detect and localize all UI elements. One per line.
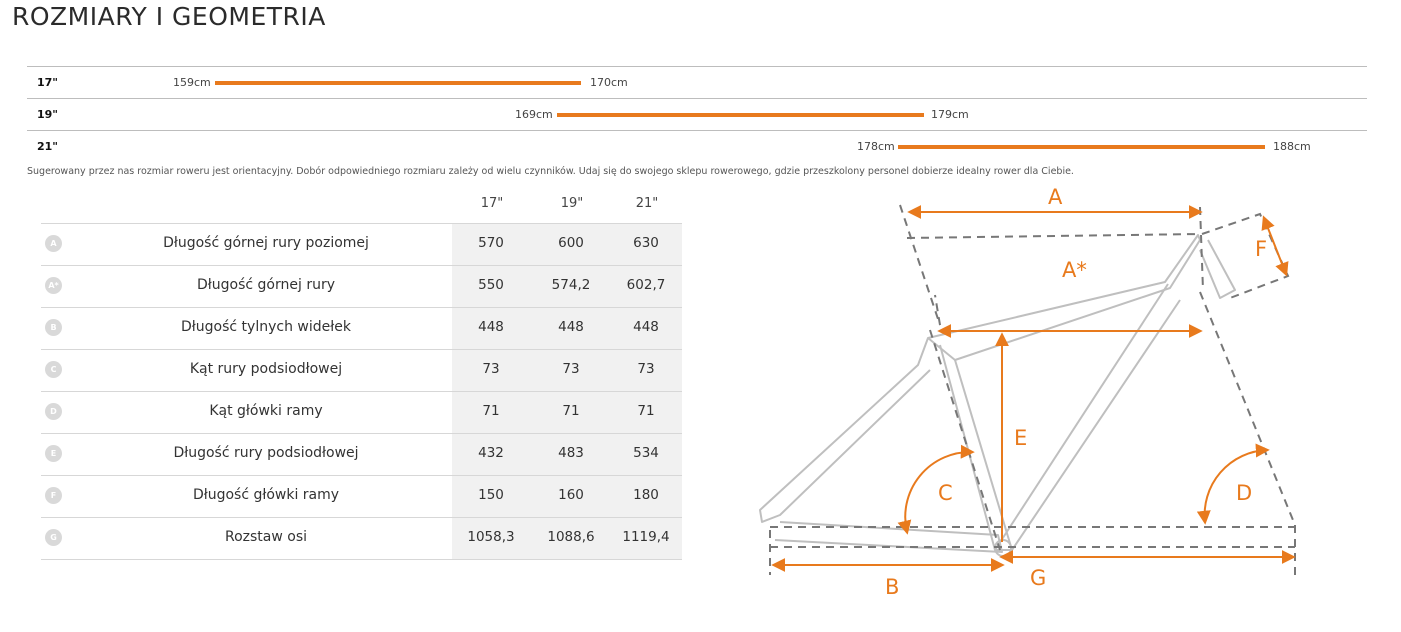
parameter-name: Długość rury podsiodłowej xyxy=(173,445,359,461)
dimension-letter-badge: E xyxy=(45,445,62,462)
table-cell: 448 xyxy=(478,319,504,335)
table-cell: 550 xyxy=(478,277,504,293)
height-max: 179cm xyxy=(931,108,969,121)
table-cell: 150 xyxy=(478,487,504,503)
table-cell: 534 xyxy=(633,445,659,461)
parameter-name: Kąt główki ramy xyxy=(209,403,323,419)
dimension-letter-badge: C xyxy=(45,361,62,378)
table-cell: 1058,3 xyxy=(467,529,515,545)
table-row xyxy=(41,223,682,265)
bike-frame-outline xyxy=(760,235,1235,556)
table-row xyxy=(41,433,682,475)
size-row xyxy=(27,66,1367,98)
dimension-label-f: F xyxy=(1255,237,1268,261)
size-row xyxy=(27,98,1367,130)
parameter-name: Rozstaw osi xyxy=(224,529,308,545)
dimension-letter-badge: A xyxy=(45,235,62,252)
height-min: 178cm xyxy=(857,140,895,153)
table-row xyxy=(41,475,682,517)
size-disclaimer: Sugerowany przez nas rozmiar roweru jest orientacyjny. Dobór odpowiedniego rozmiaru zależy od wielu czynników. Udaj się do swojego sklepu rowerowego, gdzie przeszkolony personel dobierze idealny rower dla Ciebie. xyxy=(27,166,1074,177)
dimension-label-c: C xyxy=(938,481,953,505)
table-cell: 448 xyxy=(633,319,659,335)
parameter-name: Kąt rury podsiodłowej xyxy=(189,361,343,377)
dimension-label-e: E xyxy=(1014,426,1028,450)
table-row xyxy=(41,517,682,560)
dimension-label-b: B xyxy=(885,575,900,599)
table-row xyxy=(41,307,682,349)
dimension-label-g: G xyxy=(1030,566,1047,590)
page-title: ROZMIARY I GEOMETRIA xyxy=(12,2,326,31)
parameter-name: Długość główki ramy xyxy=(192,487,340,503)
height-range-bar xyxy=(898,145,1265,149)
table-cell: 432 xyxy=(478,445,504,461)
dimension-label-d: D xyxy=(1236,481,1253,505)
height-range-bar xyxy=(215,81,581,85)
dimension-letter-badge: A* xyxy=(45,277,62,294)
table-cell: 73 xyxy=(637,361,655,377)
dimension-letter-badge: F xyxy=(45,487,62,504)
height-range-bar xyxy=(557,113,924,117)
size-label: 21" xyxy=(37,140,59,153)
dimension-letter-badge: G xyxy=(45,529,62,546)
table-cell: 1119,4 xyxy=(622,529,670,545)
parameter-name: Długość górnej rury poziomej xyxy=(163,235,369,251)
table-cell: 570 xyxy=(478,235,504,251)
table-cell: 574,2 xyxy=(551,277,591,293)
table-cell: 600 xyxy=(558,235,584,251)
dimension-letter-badge: D xyxy=(45,403,62,420)
table-cell: 483 xyxy=(558,445,584,461)
table-row xyxy=(41,349,682,391)
dimension-label-a-star: A* xyxy=(1062,258,1087,282)
table-cell: 160 xyxy=(558,487,584,503)
table-cell: 73 xyxy=(482,361,500,377)
height-min: 159cm xyxy=(173,76,211,89)
table-row xyxy=(41,265,682,307)
column-header: 17" xyxy=(480,196,504,211)
table-header xyxy=(41,188,682,223)
dimension-arrows xyxy=(774,212,1293,565)
size-row xyxy=(27,130,1367,162)
table-row xyxy=(41,391,682,433)
parameter-name: Długość górnej rury xyxy=(197,277,335,293)
dimension-label-a: A xyxy=(1048,185,1063,209)
column-header: 19" xyxy=(560,196,584,211)
size-label: 17" xyxy=(37,76,59,89)
table-cell: 448 xyxy=(558,319,584,335)
table-cell: 180 xyxy=(633,487,659,503)
height-max: 188cm xyxy=(1273,140,1311,153)
table-cell: 71 xyxy=(562,403,580,419)
geometry-table xyxy=(41,188,682,560)
table-cell: 73 xyxy=(562,361,580,377)
size-chart xyxy=(27,66,1367,162)
table-cell: 602,7 xyxy=(626,277,666,293)
table-cell: 71 xyxy=(637,403,655,419)
height-max: 170cm xyxy=(590,76,628,89)
frame-geometry-diagram xyxy=(740,180,1320,620)
size-label: 19" xyxy=(37,108,59,121)
column-header: 21" xyxy=(635,196,659,211)
table-cell: 71 xyxy=(482,403,500,419)
parameter-name: Długość tylnych widełek xyxy=(181,319,351,335)
table-cell: 1088,6 xyxy=(547,529,595,545)
height-min: 169cm xyxy=(515,108,553,121)
table-cell: 630 xyxy=(633,235,659,251)
dimension-letter-badge: B xyxy=(45,319,62,336)
